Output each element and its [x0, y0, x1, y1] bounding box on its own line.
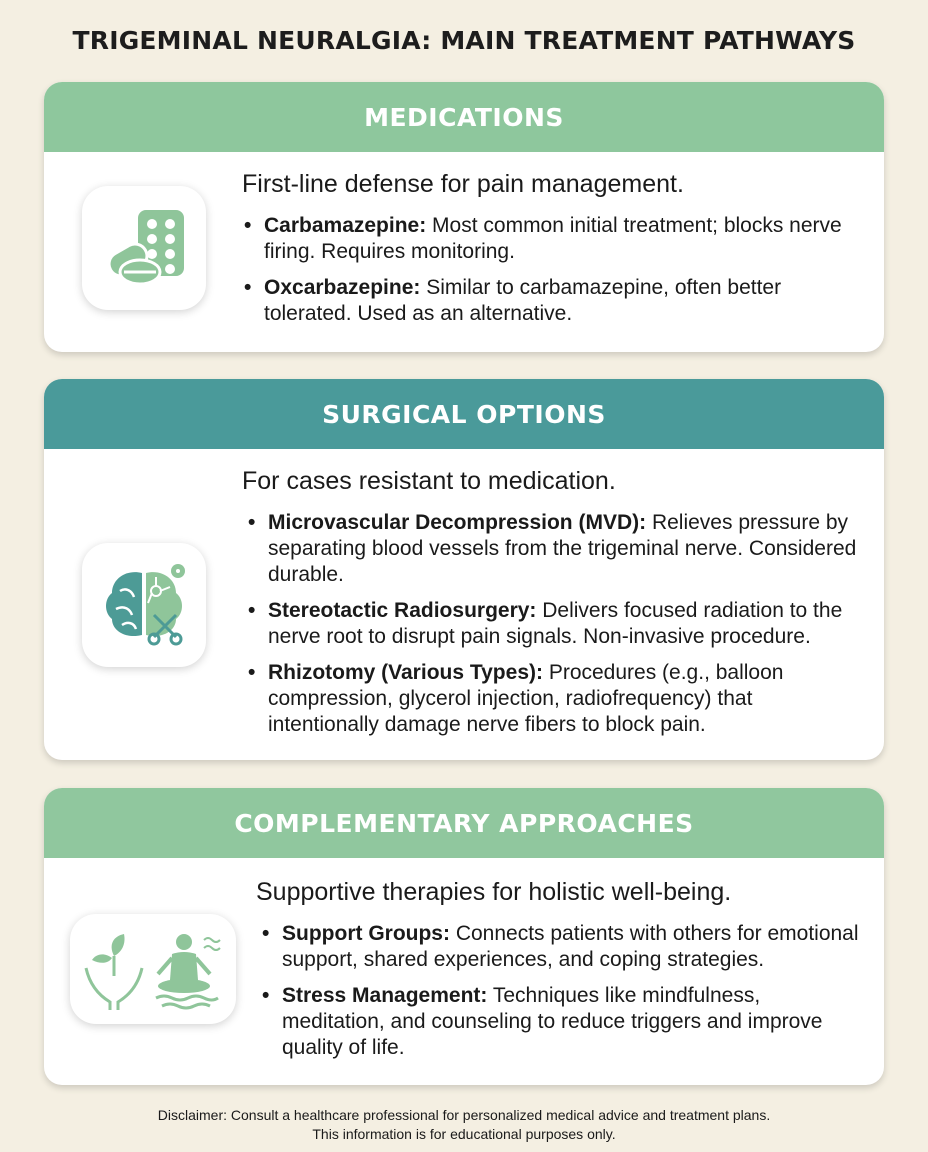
list-item: • Stereotactic Radiosurgery: Delivers focused radiation to the nerve root to disrupt pain signals. Non-invasive procedure.: [246, 598, 867, 650]
disclaimer: [0, 1106, 928, 1144]
wellbeing-icon: [70, 914, 236, 1024]
complementary-header: COMPLEMENTARY APPROACHES: [44, 788, 884, 858]
disclaimer-line-1: Disclaimer: Consult a healthcare professional for personalized medical advice and treatment plans.: [157, 1107, 771, 1123]
list-item: • Stress Management: Techniques like mindfulness, meditation, and counseling to reduce triggers and improve quality of life.: [260, 983, 868, 1061]
list-item: • Carbamazepine: Most common initial treatment; blocks nerve firing. Requires monitoring.: [242, 213, 852, 265]
surgical-header: SURGICAL OPTIONS: [44, 379, 884, 449]
complementary-intro: Supportive therapies for holistic well-being.: [256, 878, 732, 906]
disclaimer-line-2: This information is for educational purposes only.: [312, 1126, 616, 1142]
surgical-intro: For cases resistant to medication.: [242, 467, 616, 495]
medications-intro: First-line defense for pain management.: [242, 170, 684, 198]
surgical-card: [44, 379, 884, 760]
page-title: TRIGEMINAL NEURALGIA: MAIN TREATMENT PATHWAYS: [72, 26, 856, 55]
list-item: • Microvascular Decompression (MVD): Relieves pressure by separating blood vessels from the trigeminal nerve. Considered durable.: [246, 510, 867, 588]
brain-surgery-icon: [82, 543, 206, 667]
list-item: • Rhizotomy (Various Types): Procedures (e.g., balloon compression, glycerol injection, radiofrequency) that intentionally damage nerve fibers to block pain.: [246, 660, 867, 738]
pill-icon: [82, 186, 206, 310]
complementary-card: [44, 788, 884, 1085]
medications-header: MEDICATIONS: [44, 82, 884, 152]
list-item: • Oxcarbazepine: Similar to carbamazepine, often better tolerated. Used as an alternative.: [242, 275, 852, 327]
medications-card: [44, 82, 884, 352]
list-item: • Support Groups: Connects patients with others for emotional support, shared experiences, and coping strategies.: [260, 921, 868, 973]
